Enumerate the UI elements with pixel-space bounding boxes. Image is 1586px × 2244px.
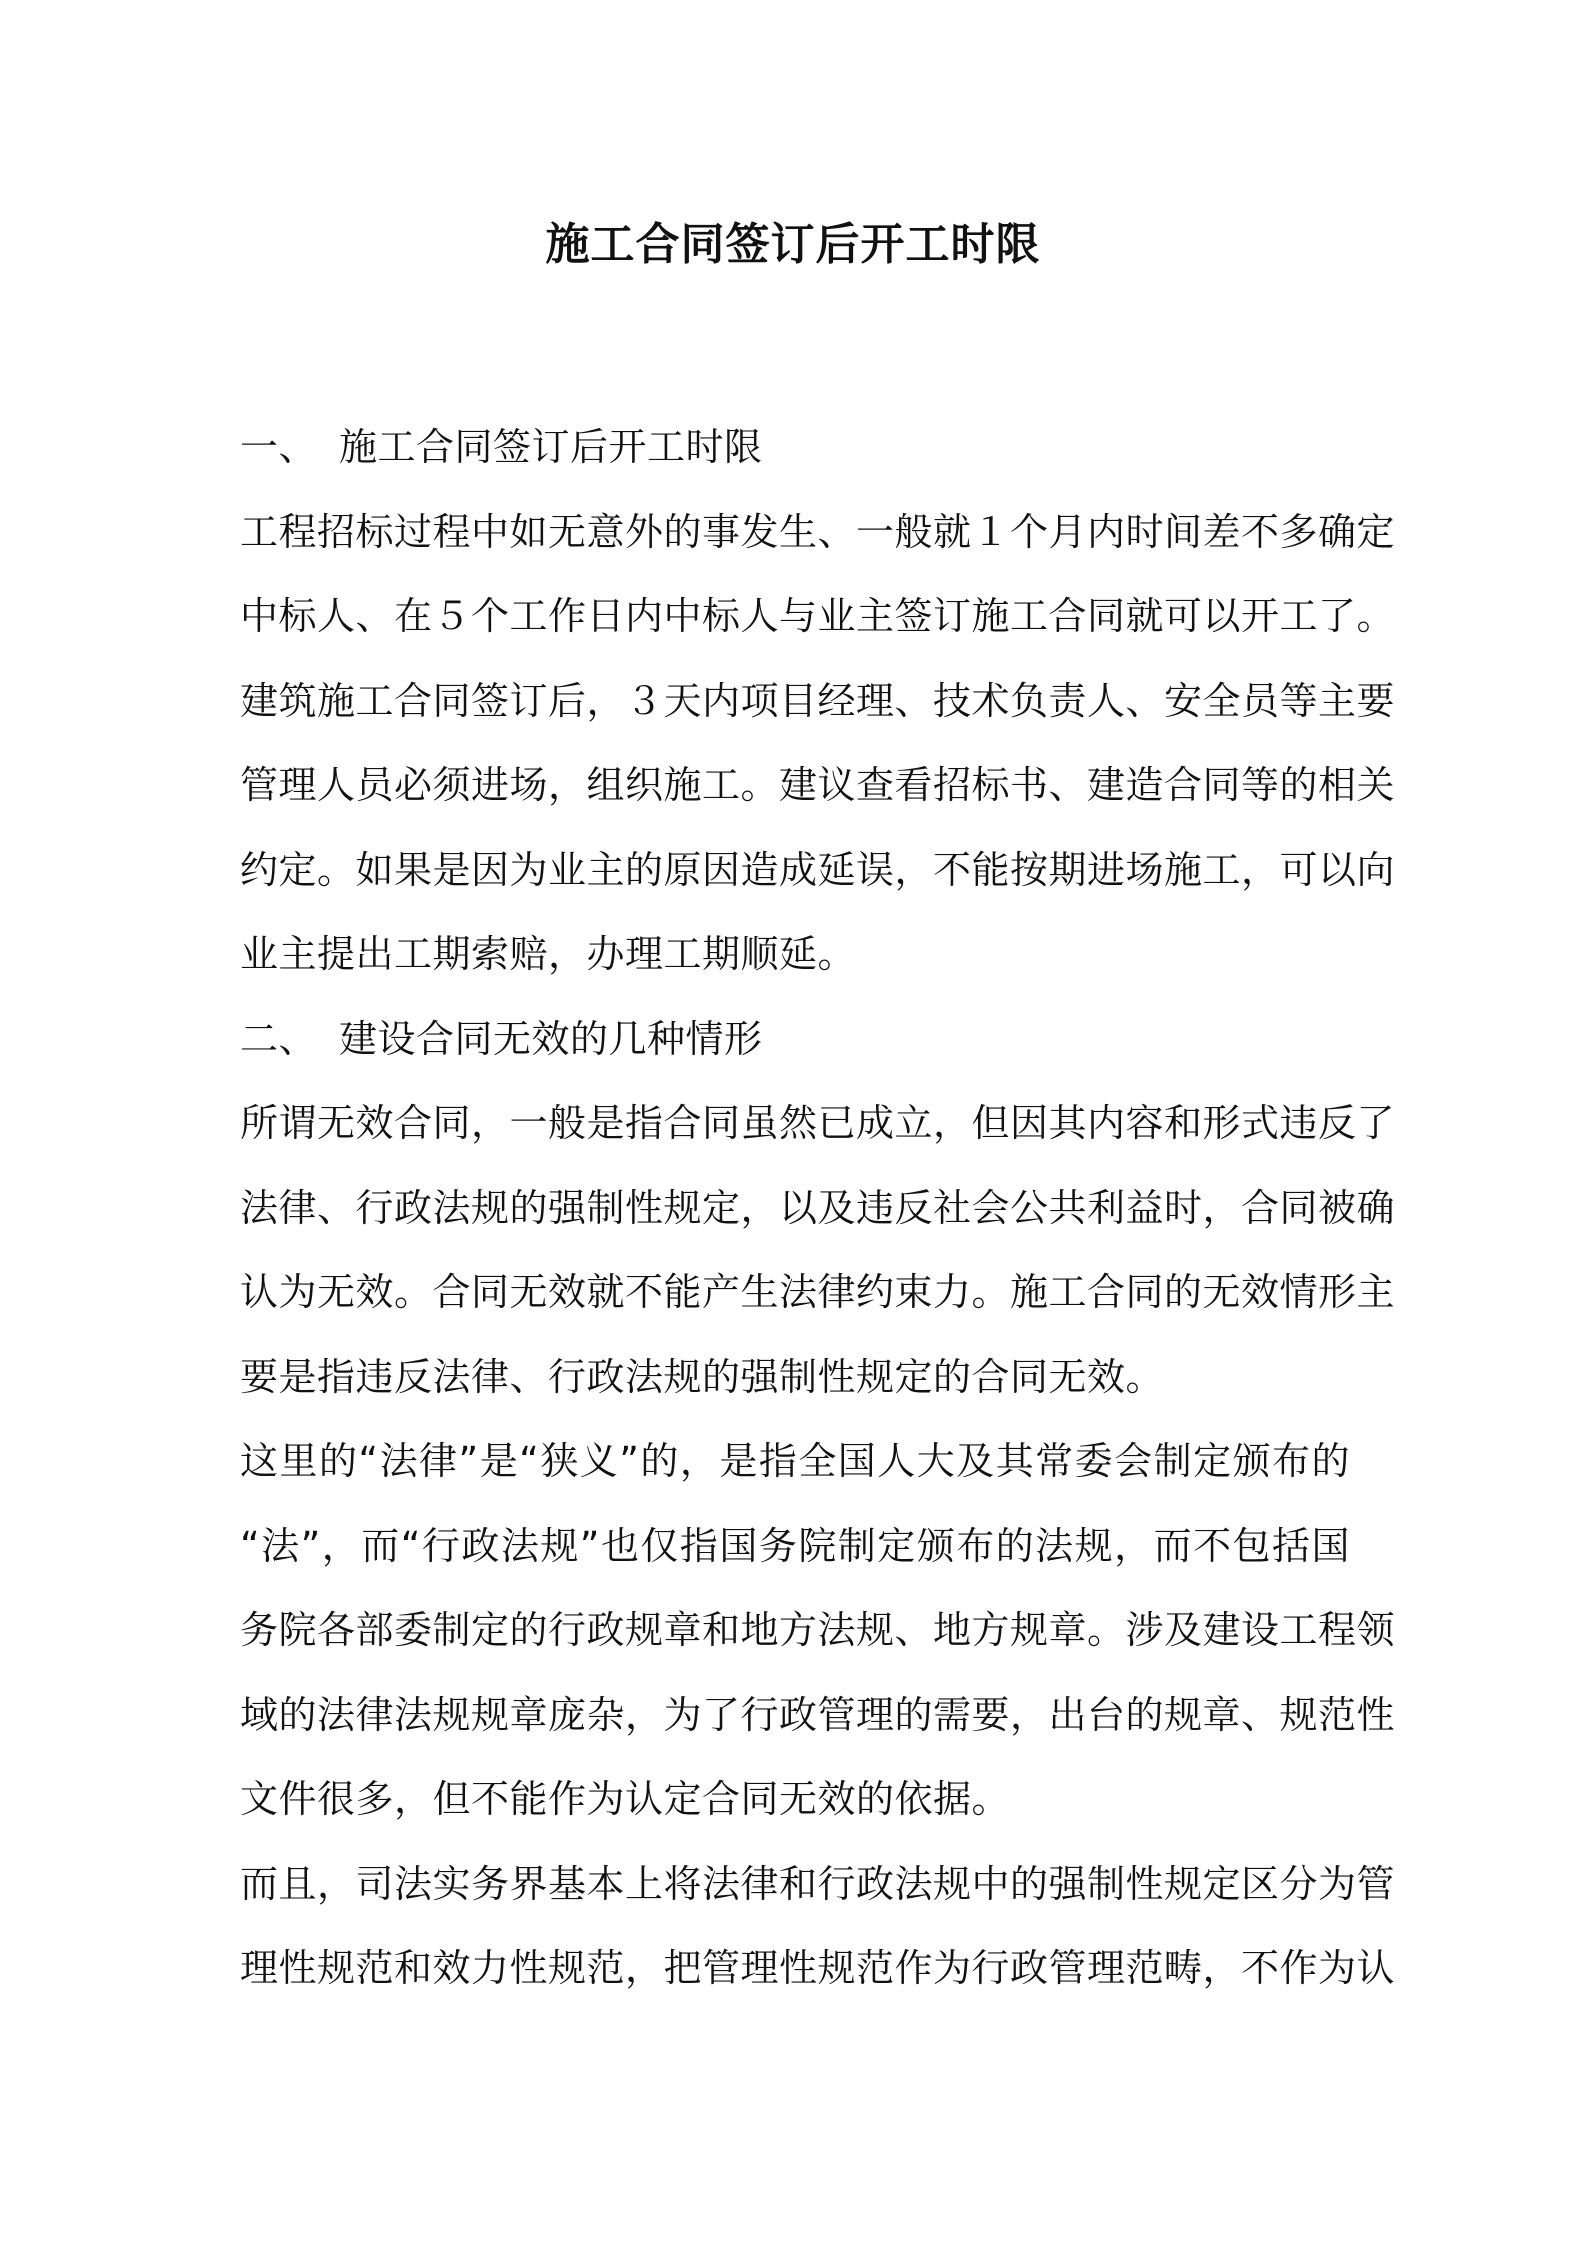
document-body <box>240 405 1396 2011</box>
paragraph-line: 认为无效。合同无效就不能产生法律约束力。施工合同的无效情形主 <box>240 1270 1396 1314</box>
paragraph-line: 法律、行政法规的强制性规定，以及违反社会公共利益时，合同被确 <box>240 1185 1396 1230</box>
paragraph-line: 文件很多，但不能作为认定合同无效的依据。 <box>240 1777 1011 1821</box>
paragraph-line: 所谓无效合同，一般是指合同虽然已成立，但因其内容和形式违反了 <box>240 1101 1396 1145</box>
section-number: 二、 <box>240 1016 318 1061</box>
paragraph-line: 域的法律法规规章庞杂，为了行政管理的需要，出台的规章、规范性 <box>240 1692 1396 1737</box>
paragraph-line: 这里的“法律”是“狭义”的，是指全国人大及其常委会制定颁布的 <box>240 1439 1350 1483</box>
section-heading-text: 施工合同签订后开工时限 <box>339 425 763 469</box>
paragraph-line: 业主提出工期索赔，办理工期顺延。 <box>240 932 857 976</box>
section-heading <box>240 997 1350 1082</box>
paragraph-line: 工程招标过程中如无意外的事发生、一般就１个月内时间差不多确定 <box>240 509 1396 554</box>
paragraph-line: 约定。如果是因为业主的原因造成延误，不能按期进场施工，可以向 <box>240 847 1396 892</box>
section-heading <box>240 405 1350 490</box>
paragraph-line: 管理人员必须进场，组织施工。建议查看招标书、建造合同等的相关 <box>240 763 1396 807</box>
paragraph-line: “法”，而“行政法规”也仅指国务院制定颁布的法规，而不包括国 <box>240 1523 1350 1568</box>
section-heading-text: 建设合同无效的几种情形 <box>339 1016 763 1061</box>
paragraph-line: 中标人、在５个工作日内中标人与业主签订施工合同就可以开工了。 <box>240 594 1396 638</box>
paragraph-line: 要是指违反法律、行政法规的强制性规定的合同无效。 <box>240 1354 1165 1399</box>
paragraph-line: 理性规范和效力性规范，把管理性规范作为行政管理范畴，不作为认 <box>240 1946 1396 1990</box>
paragraph-line: 而且，司法实务界基本上将法律和行政法规中的强制性规定区分为管 <box>240 1861 1396 1906</box>
document-title: 施工合同签订后开工时限 <box>545 219 1041 270</box>
paragraph-line: 务院各部委制定的行政规章和地方法规、地方规章。涉及建设工程领 <box>240 1608 1396 1652</box>
paragraph-line: 建筑施工合同签订后，３天内项目经理、技术负责人、安全员等主要 <box>240 678 1396 723</box>
section-number: 一、 <box>240 425 318 469</box>
